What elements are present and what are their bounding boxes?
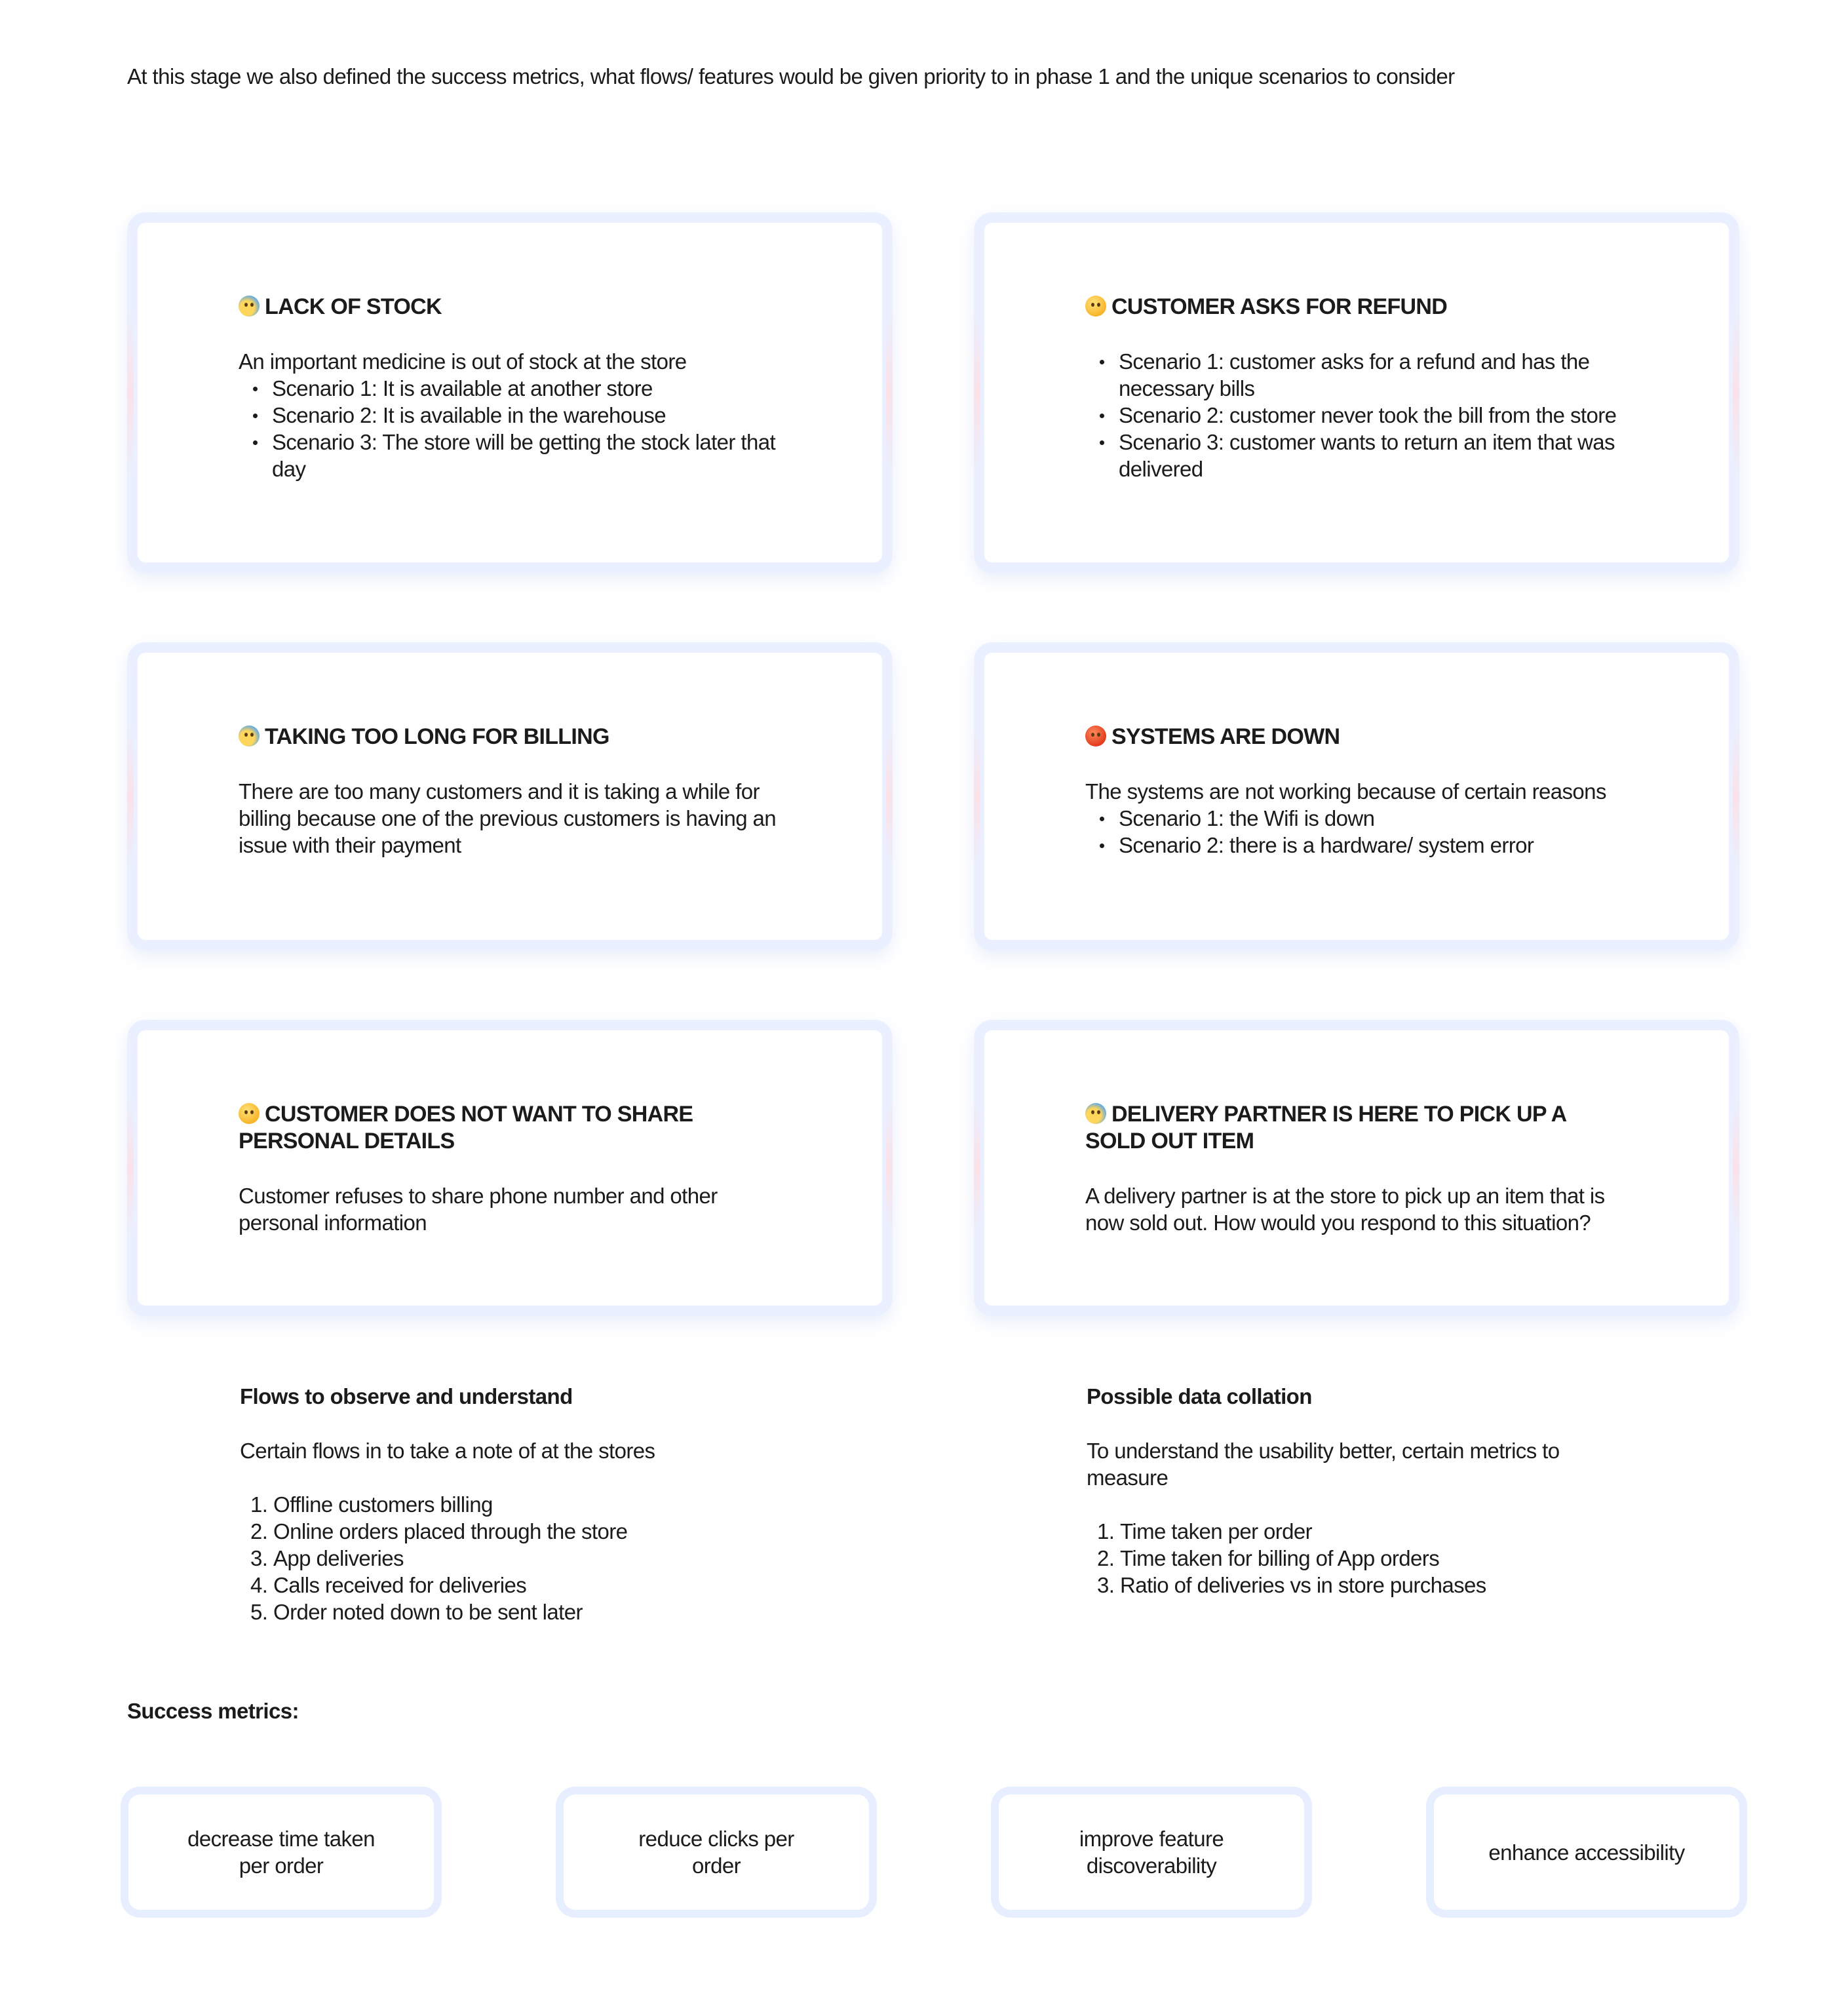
list-item: 2. Online orders placed through the store xyxy=(250,1519,628,1543)
data-collation-list xyxy=(1097,1518,1624,1599)
metric-card xyxy=(121,1787,442,1918)
card-title-text: CUSTOMER ASKS FOR REFUND xyxy=(1111,294,1448,319)
success-metrics-title: Success metrics: xyxy=(127,1699,299,1723)
thinking-face-emoji-icon xyxy=(1085,296,1106,317)
list-item: 5. Order noted down to be sent later xyxy=(250,1600,583,1624)
scenario-card-billing-delay xyxy=(127,642,893,950)
scenario-list xyxy=(1100,805,1624,859)
metric-label: reduce clicks per order xyxy=(638,1827,794,1878)
scenario-card-lack-of-stock xyxy=(127,212,893,573)
list-item: Scenario 3: customer wants to return an item that was delivered xyxy=(1100,429,1624,482)
card-description: The systems are not working because of certain reasons xyxy=(1085,779,1606,804)
anxious-sweat-emoji-icon xyxy=(1085,1103,1106,1124)
astonished-face-emoji-icon xyxy=(239,1103,260,1124)
card-title xyxy=(239,1101,777,1155)
flows-section xyxy=(240,1383,777,1625)
data-collation-description: To understand the usability better, certain metrics to measure xyxy=(1087,1439,1560,1490)
list-item: 3. App deliveries xyxy=(250,1546,404,1570)
list-item: Scenario 2: there is a hardware/ system error xyxy=(1100,832,1624,859)
list-item: Scenario 1: customer asks for a refund and has the necessary bills xyxy=(1100,348,1624,402)
intro-text: At this stage we also defined the success metrics, what flows/ features would be given priority to in phase 1 and the unique scenarios to consider xyxy=(127,64,1455,88)
metric-label: decrease time taken per order xyxy=(187,1827,375,1878)
card-title xyxy=(239,724,777,750)
card-title-text: TAKING TOO LONG FOR BILLING xyxy=(265,724,609,749)
scenario-card-delivery-partner xyxy=(974,1020,1739,1316)
data-collation-section xyxy=(1087,1383,1624,1599)
card-title-text: LACK OF STOCK xyxy=(265,294,442,319)
list-item: 1. Time taken per order xyxy=(1097,1519,1313,1543)
card-title-text: CUSTOMER DOES NOT WANT TO SHARE PERSONAL DETAILS xyxy=(239,1102,693,1153)
flows-list xyxy=(250,1491,777,1625)
scenario-list xyxy=(253,375,777,482)
card-title xyxy=(1085,724,1624,750)
scenario-card-refund xyxy=(974,212,1739,573)
list-item: Scenario 3: The store will be getting the stock later that day xyxy=(253,429,777,482)
list-item: 2. Time taken for billing of App orders xyxy=(1097,1546,1440,1570)
list-item: Scenario 2: It is available in the warehouse xyxy=(253,402,777,429)
list-item: 1. Offline customers billing xyxy=(250,1492,493,1517)
metric-card xyxy=(556,1787,877,1918)
card-description: An important medicine is out of stock at the store xyxy=(239,349,687,374)
flows-description: Certain flows in to take a note of at the stores xyxy=(240,1439,655,1463)
metric-card xyxy=(1426,1787,1747,1918)
card-title xyxy=(1085,294,1624,320)
flows-title: Flows to observe and understand xyxy=(240,1384,573,1408)
metric-card xyxy=(991,1787,1312,1918)
metric-label: improve feature discoverability xyxy=(1079,1827,1224,1878)
card-description: Customer refuses to share phone number and other personal information xyxy=(239,1184,718,1235)
list-item: 3. Ratio of deliveries vs in store purchases xyxy=(1097,1573,1486,1597)
card-title xyxy=(1085,1101,1624,1155)
list-item: 4. Calls received for deliveries xyxy=(250,1573,527,1597)
list-item: Scenario 1: It is available at another store xyxy=(253,375,777,402)
scenario-card-personal-details xyxy=(127,1020,893,1316)
scenario-card-systems-down xyxy=(974,642,1739,950)
card-title-text: DELIVERY PARTNER IS HERE TO PICK UP A SOLD OUT ITEM xyxy=(1085,1102,1566,1153)
anxious-sweat-emoji-icon xyxy=(239,296,260,317)
data-collation-title: Possible data collation xyxy=(1087,1384,1312,1408)
card-description: A delivery partner is at the store to pick up an item that is now sold out. How would you respond to this situation? xyxy=(1085,1184,1605,1235)
list-item: Scenario 1: the Wifi is down xyxy=(1100,805,1624,832)
scenario-list xyxy=(1100,348,1624,482)
card-title xyxy=(239,294,777,320)
card-description: There are too many customers and it is taking a while for billing because one of the previous customers is having an issue with their payment xyxy=(239,779,777,857)
crying-face-emoji-icon xyxy=(239,726,260,746)
metric-label: enhance accessibility xyxy=(1488,1840,1685,1865)
card-title-text: SYSTEMS ARE DOWN xyxy=(1111,724,1340,749)
list-item: Scenario 2: customer never took the bill from the store xyxy=(1100,402,1624,429)
angry-face-emoji-icon xyxy=(1085,726,1106,746)
